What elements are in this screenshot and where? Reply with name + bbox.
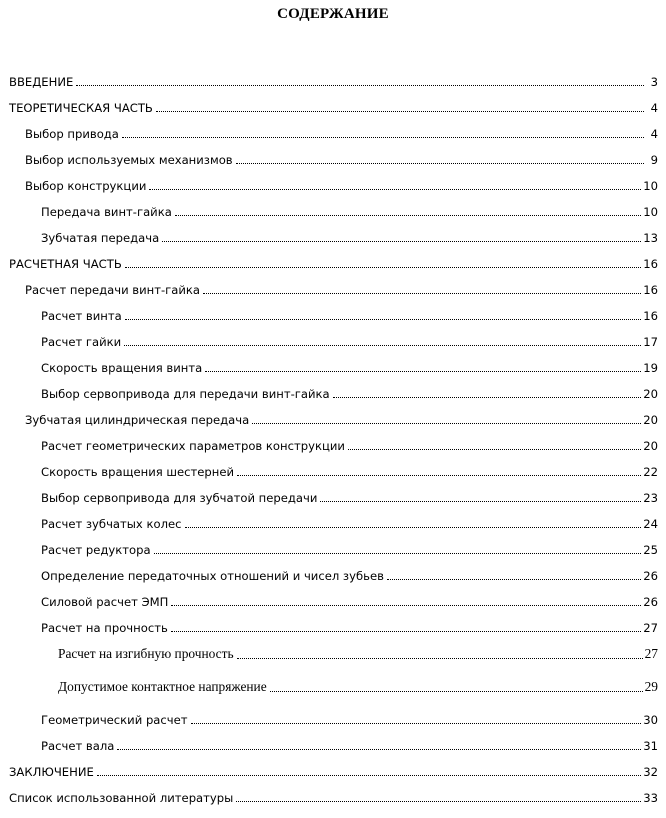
toc-entry-page: 25: [643, 543, 658, 557]
dot-leader: [236, 163, 644, 164]
toc-entry-label: Зубчатая передача: [41, 231, 160, 245]
dot-leader: [125, 319, 642, 320]
toc-entry-label: Выбор используемых механизмов: [25, 153, 233, 167]
toc-entry-label: Расчет гайки: [41, 335, 122, 349]
dot-leader: [149, 189, 641, 190]
toc-entry[interactable]: [41, 309, 658, 323]
dot-leader: [191, 723, 642, 724]
page-title: СОДЕРЖАНИЕ: [277, 6, 389, 22]
toc-entry-page: 16: [643, 257, 658, 271]
toc-entry[interactable]: [9, 75, 658, 89]
toc-entry-label: ТЕОРЕТИЧЕСКАЯ ЧАСТЬ: [9, 101, 153, 115]
toc-entry-page: 17: [643, 335, 658, 349]
toc-entry[interactable]: [41, 713, 658, 727]
toc-entry[interactable]: [41, 335, 658, 349]
dot-leader: [175, 215, 641, 216]
toc-entry-label: РАСЧЕТНАЯ ЧАСТЬ: [9, 257, 122, 271]
toc-entry-label: ВВЕДЕНИЕ: [9, 75, 74, 89]
dot-leader: [76, 85, 644, 86]
toc-entry-page: 23: [643, 491, 658, 505]
toc-entry-page: 10: [643, 179, 658, 193]
toc-entry[interactable]: [41, 739, 658, 753]
dot-leader: [348, 449, 641, 450]
toc-entry-page: 16: [643, 309, 658, 323]
toc-entry[interactable]: [25, 413, 658, 427]
dot-leader: [237, 658, 643, 659]
toc-entry-label: Выбор конструкции: [25, 179, 147, 193]
toc-entry-page: 24: [643, 517, 658, 531]
toc-entry-page: 13: [643, 231, 658, 245]
toc-entry-label: Расчет передачи винт-гайка: [25, 283, 201, 297]
toc-entry-page: 10: [643, 205, 658, 219]
toc-entry-page: 19: [643, 361, 658, 375]
dot-leader: [162, 241, 641, 242]
dot-leader: [171, 631, 641, 632]
toc-entry-page: 3: [650, 75, 658, 89]
toc-entry[interactable]: [41, 361, 658, 375]
toc-entry-page: 20: [643, 413, 658, 427]
toc-entry-page: 4: [650, 101, 658, 115]
toc-entry-label: Скорость вращения винта: [41, 361, 203, 375]
toc-entry-page: 22: [643, 465, 658, 479]
toc-entry-page: 27: [643, 621, 658, 635]
toc-entry[interactable]: [41, 517, 658, 531]
toc-entry[interactable]: [9, 791, 658, 805]
toc-entry-label: Расчет геометрических параметров конструкции: [41, 439, 345, 453]
toc-entry-page: 9: [650, 153, 658, 167]
toc-entry-page: 20: [643, 387, 658, 401]
toc-entry-label: Расчет на изгибную прочность: [58, 646, 234, 661]
toc-entry-page: 27: [644, 646, 658, 661]
toc-entry[interactable]: [41, 231, 658, 245]
toc-entry-page: 33: [643, 791, 658, 805]
toc-entry[interactable]: [41, 569, 658, 583]
toc-entry-label: Список использованной литературы: [9, 791, 234, 805]
dot-leader: [320, 501, 641, 502]
dot-leader: [124, 345, 641, 346]
toc-entry-page: 20: [643, 439, 658, 453]
toc-entry-label: Определение передаточных отношений и чисел зубьев: [41, 569, 384, 583]
toc-entry[interactable]: [41, 439, 658, 453]
dot-leader: [270, 691, 643, 692]
toc-entry-label: Выбор сервопривода для зубчатой передачи: [41, 491, 318, 505]
toc-entry-page: 26: [643, 569, 658, 583]
dot-leader: [97, 775, 641, 776]
toc-entry[interactable]: [41, 205, 658, 219]
toc-entry[interactable]: [41, 543, 658, 557]
toc-entry-label: Расчет на прочность: [41, 621, 168, 635]
toc-entry-label: Зубчатая цилиндрическая передача: [25, 413, 250, 427]
toc-entry[interactable]: [25, 153, 658, 167]
toc-entry-page: 16: [643, 283, 658, 297]
dot-leader: [125, 267, 641, 268]
dot-leader: [237, 475, 641, 476]
dot-leader: [205, 371, 641, 372]
toc-entry-label: Передача винт-гайка: [41, 205, 172, 219]
toc-entry[interactable]: [58, 679, 658, 695]
toc-entry[interactable]: [25, 179, 658, 193]
toc-entry-label: Силовой расчет ЭМП: [41, 595, 169, 609]
dot-leader: [185, 527, 642, 528]
toc-entry-page: 30: [643, 713, 658, 727]
toc-entry-page: 29: [644, 679, 658, 694]
toc-entry-page: 32: [643, 765, 658, 779]
toc-entry[interactable]: [9, 101, 658, 115]
dot-leader: [171, 605, 641, 606]
toc-entry-label: ЗАКЛЮЧЕНИЕ: [9, 765, 94, 779]
toc-entry[interactable]: [41, 621, 658, 635]
toc-entry-page: 26: [643, 595, 658, 609]
toc-entry[interactable]: [9, 765, 658, 779]
dot-leader: [117, 749, 641, 750]
toc-entry-page: 31: [643, 739, 658, 753]
toc-entry[interactable]: [9, 257, 658, 271]
dot-leader: [333, 397, 642, 398]
toc-entry-label: Допустимое контактное напряжение: [58, 679, 267, 694]
toc-entry[interactable]: [58, 646, 658, 662]
toc-entry[interactable]: [41, 465, 658, 479]
toc-entry-label: Скорость вращения шестерней: [41, 465, 235, 479]
toc-entry-page: 4: [650, 127, 658, 141]
toc-entry-label: Выбор сервопривода для передачи винт-гайка: [41, 387, 330, 401]
dot-leader: [203, 293, 641, 294]
dot-leader: [387, 579, 641, 580]
toc-entry[interactable]: [41, 387, 658, 401]
toc-entry-label: Геометрический расчет: [41, 713, 188, 727]
dot-leader: [252, 423, 641, 424]
dot-leader: [156, 111, 644, 112]
toc-entry-label: Расчет зубчатых колес: [41, 517, 182, 531]
toc-entry-label: Выбор привода: [25, 127, 119, 141]
toc-entry-label: Расчет редуктора: [41, 543, 151, 557]
toc-entry-label: Расчет винта: [41, 309, 122, 323]
toc-entry[interactable]: [25, 127, 658, 141]
dot-leader: [236, 801, 641, 802]
toc-entry[interactable]: [41, 491, 658, 505]
toc-entry[interactable]: [41, 595, 658, 609]
toc-entry-label: Расчет вала: [41, 739, 115, 753]
dot-leader: [122, 137, 644, 138]
dot-leader: [154, 553, 642, 554]
toc-entry[interactable]: [25, 283, 658, 297]
